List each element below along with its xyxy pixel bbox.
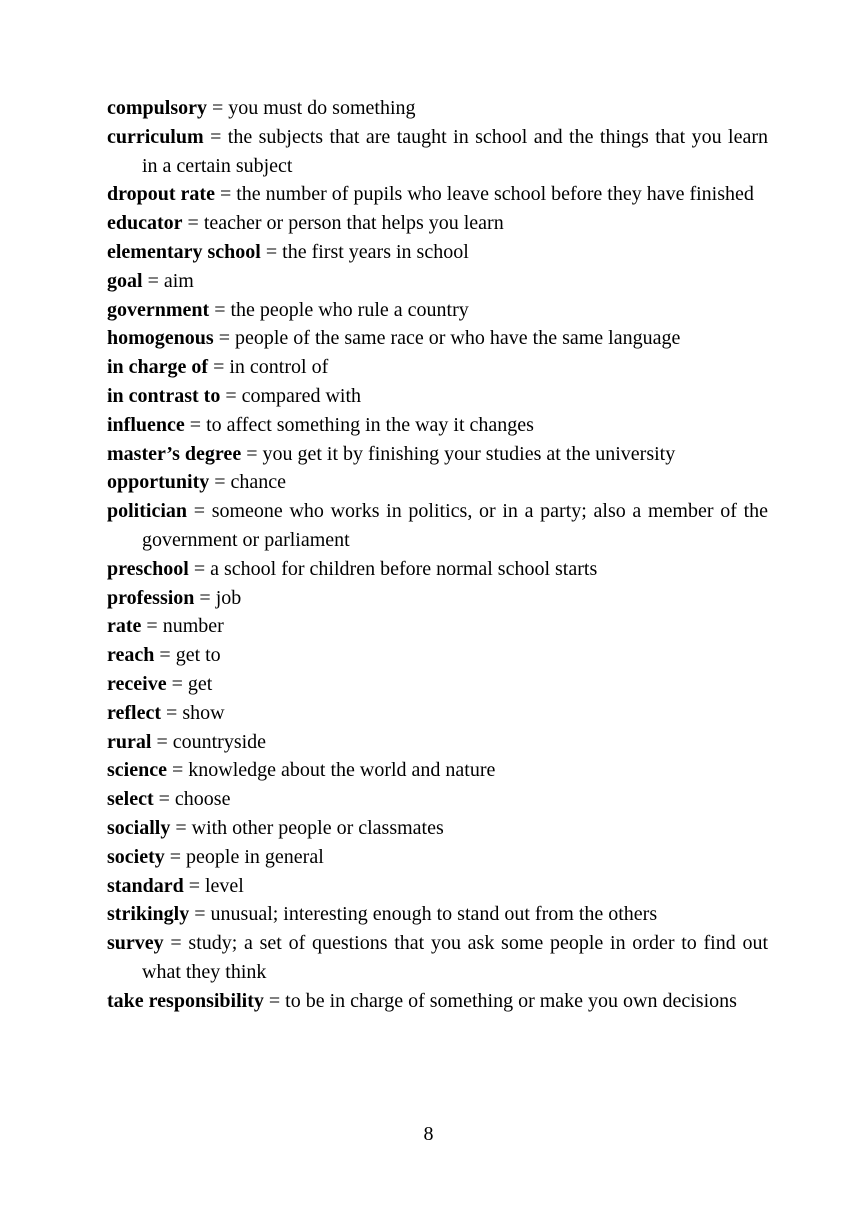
glossary-entry: [107, 440, 768, 469]
equals-separator: =: [209, 471, 231, 494]
glossary-entry: [107, 900, 768, 929]
glossary-definition: the subjects that are taught in school and the things that you learn in a certain subject: [142, 125, 769, 177]
glossary-term: government: [107, 298, 210, 321]
equals-separator: =: [161, 701, 183, 724]
equals-separator: =: [166, 672, 188, 695]
glossary-term: science: [107, 759, 167, 782]
glossary-term: opportunity: [107, 471, 210, 494]
glossary-entry: [107, 670, 768, 699]
glossary-term: in charge of: [107, 356, 209, 379]
glossary-definition: a school for children before normal school starts: [210, 557, 598, 580]
equals-separator: =: [207, 97, 229, 119]
equals-separator: =: [209, 298, 231, 321]
glossary-definition: aim: [163, 269, 194, 292]
equals-separator: =: [154, 644, 176, 667]
glossary-entry: [107, 209, 768, 238]
glossary-entry: [107, 411, 768, 440]
glossary-definition: to affect something in the way it changes: [206, 413, 534, 436]
glossary-entry: [107, 843, 768, 872]
equals-separator: =: [203, 125, 228, 148]
equals-separator: =: [263, 989, 286, 1012]
glossary-entry: [107, 785, 768, 814]
glossary-term: profession: [107, 586, 195, 609]
equals-separator: =: [220, 384, 242, 407]
glossary-term: dropout rate: [107, 183, 215, 206]
glossary-definition: show: [182, 701, 225, 724]
page-number: 8: [423, 1123, 434, 1145]
glossary-definition: chance: [230, 471, 287, 494]
glossary-term: rural: [107, 730, 152, 753]
glossary-entry: [107, 814, 768, 843]
glossary-list: [107, 94, 768, 1016]
glossary-term: reach: [107, 644, 155, 667]
glossary-definition: the people who rule a country: [230, 298, 469, 321]
glossary-definition: you must do something: [228, 97, 416, 119]
glossary-entry: [107, 699, 768, 728]
glossary-definition: get to: [175, 644, 221, 667]
glossary-definition: choose: [174, 788, 231, 811]
glossary-term: society: [107, 845, 165, 868]
glossary-term: politician: [107, 500, 188, 523]
glossary-term: goal: [107, 269, 143, 292]
glossary-entry: [107, 180, 768, 209]
glossary-term: take responsibility: [107, 989, 264, 1012]
glossary-definition: the number of pupils who leave school before they have finished: [236, 183, 754, 206]
glossary-entry: [107, 296, 768, 325]
glossary-definition: people in general: [186, 845, 324, 868]
equals-separator: =: [163, 932, 189, 955]
equals-separator: =: [142, 269, 164, 292]
glossary-entry: [107, 382, 768, 411]
glossary-entry: [107, 612, 768, 641]
glossary-definition: knowledge about the world and nature: [188, 759, 496, 782]
glossary-term: select: [107, 788, 154, 811]
glossary-term: homogenous: [107, 327, 214, 350]
glossary-definition: with other people or classmates: [191, 816, 444, 839]
glossary-entry: [107, 267, 768, 296]
glossary-term: rate: [107, 615, 142, 638]
glossary-definition: compared with: [241, 384, 362, 407]
equals-separator: =: [166, 759, 189, 782]
equals-separator: =: [164, 845, 187, 868]
equals-separator: =: [183, 874, 205, 897]
glossary-entry: [107, 584, 768, 613]
glossary-term: educator: [107, 212, 183, 235]
equals-separator: =: [208, 356, 230, 379]
glossary-entry: [107, 872, 768, 901]
glossary-definition: you get it by finishing your studies at the university: [262, 442, 676, 465]
glossary-term: receive: [107, 672, 167, 695]
equals-separator: =: [182, 212, 204, 235]
glossary-entry: [107, 641, 768, 670]
glossary-definition: unusual; interesting enough to stand out from the others: [210, 903, 658, 926]
glossary-term: elementary school: [107, 240, 261, 263]
equals-separator: =: [214, 183, 237, 206]
glossary-definition: job: [215, 586, 242, 609]
glossary-term: reflect: [107, 701, 162, 724]
glossary-entry: [107, 353, 768, 382]
glossary-definition: number: [162, 615, 224, 638]
equals-separator: =: [213, 327, 235, 350]
equals-separator: =: [187, 500, 212, 523]
glossary-entry: [107, 468, 768, 497]
equals-separator: =: [194, 586, 216, 609]
glossary-definition: to be in charge of something or make you own decisions: [285, 989, 737, 1012]
equals-separator: =: [241, 442, 263, 465]
glossary-term: socially: [107, 816, 171, 839]
equals-separator: =: [188, 557, 211, 580]
glossary-term: curriculum: [107, 125, 204, 148]
glossary-entry: [107, 929, 768, 987]
equals-separator: =: [260, 240, 283, 263]
glossary-definition: people of the same race or who have the same language: [234, 327, 681, 350]
glossary-entry: [107, 497, 768, 555]
glossary-definition: get: [187, 672, 213, 695]
glossary-definition: in control of: [229, 356, 329, 379]
equals-separator: =: [170, 816, 192, 839]
glossary-entry: [107, 238, 768, 267]
equals-separator: =: [141, 615, 163, 638]
glossary-entry: [107, 987, 768, 1016]
glossary-definition: countryside: [172, 730, 267, 753]
glossary-definition: teacher or person that helps you learn: [203, 212, 504, 235]
glossary-term: preschool: [107, 557, 189, 580]
glossary-entry: [107, 756, 768, 785]
glossary-term: strikingly: [107, 903, 190, 926]
glossary-entry: [107, 123, 768, 181]
glossary-term: standard: [107, 874, 184, 897]
glossary-entry: [107, 324, 768, 353]
glossary-term: compulsory: [107, 97, 207, 119]
glossary-definition: study; a set of questions that you ask some people in order to find out what they think: [142, 932, 769, 983]
glossary-definition: level: [204, 874, 244, 897]
glossary-term: master’s degree: [107, 442, 242, 465]
glossary-entry: [107, 728, 768, 757]
glossary-definition: someone who works in politics, or in a party; also a member of the government or parliament: [142, 500, 769, 551]
glossary-term: influence: [107, 413, 185, 436]
glossary-entry: [107, 94, 768, 123]
equals-separator: =: [189, 903, 211, 926]
equals-separator: =: [151, 730, 173, 753]
glossary-term: in contrast to: [107, 384, 221, 407]
glossary-term: survey: [107, 932, 164, 955]
glossary-definition: the first years in school: [282, 240, 469, 263]
equals-separator: =: [153, 788, 175, 811]
equals-separator: =: [184, 413, 207, 436]
glossary-entry: [107, 555, 768, 584]
